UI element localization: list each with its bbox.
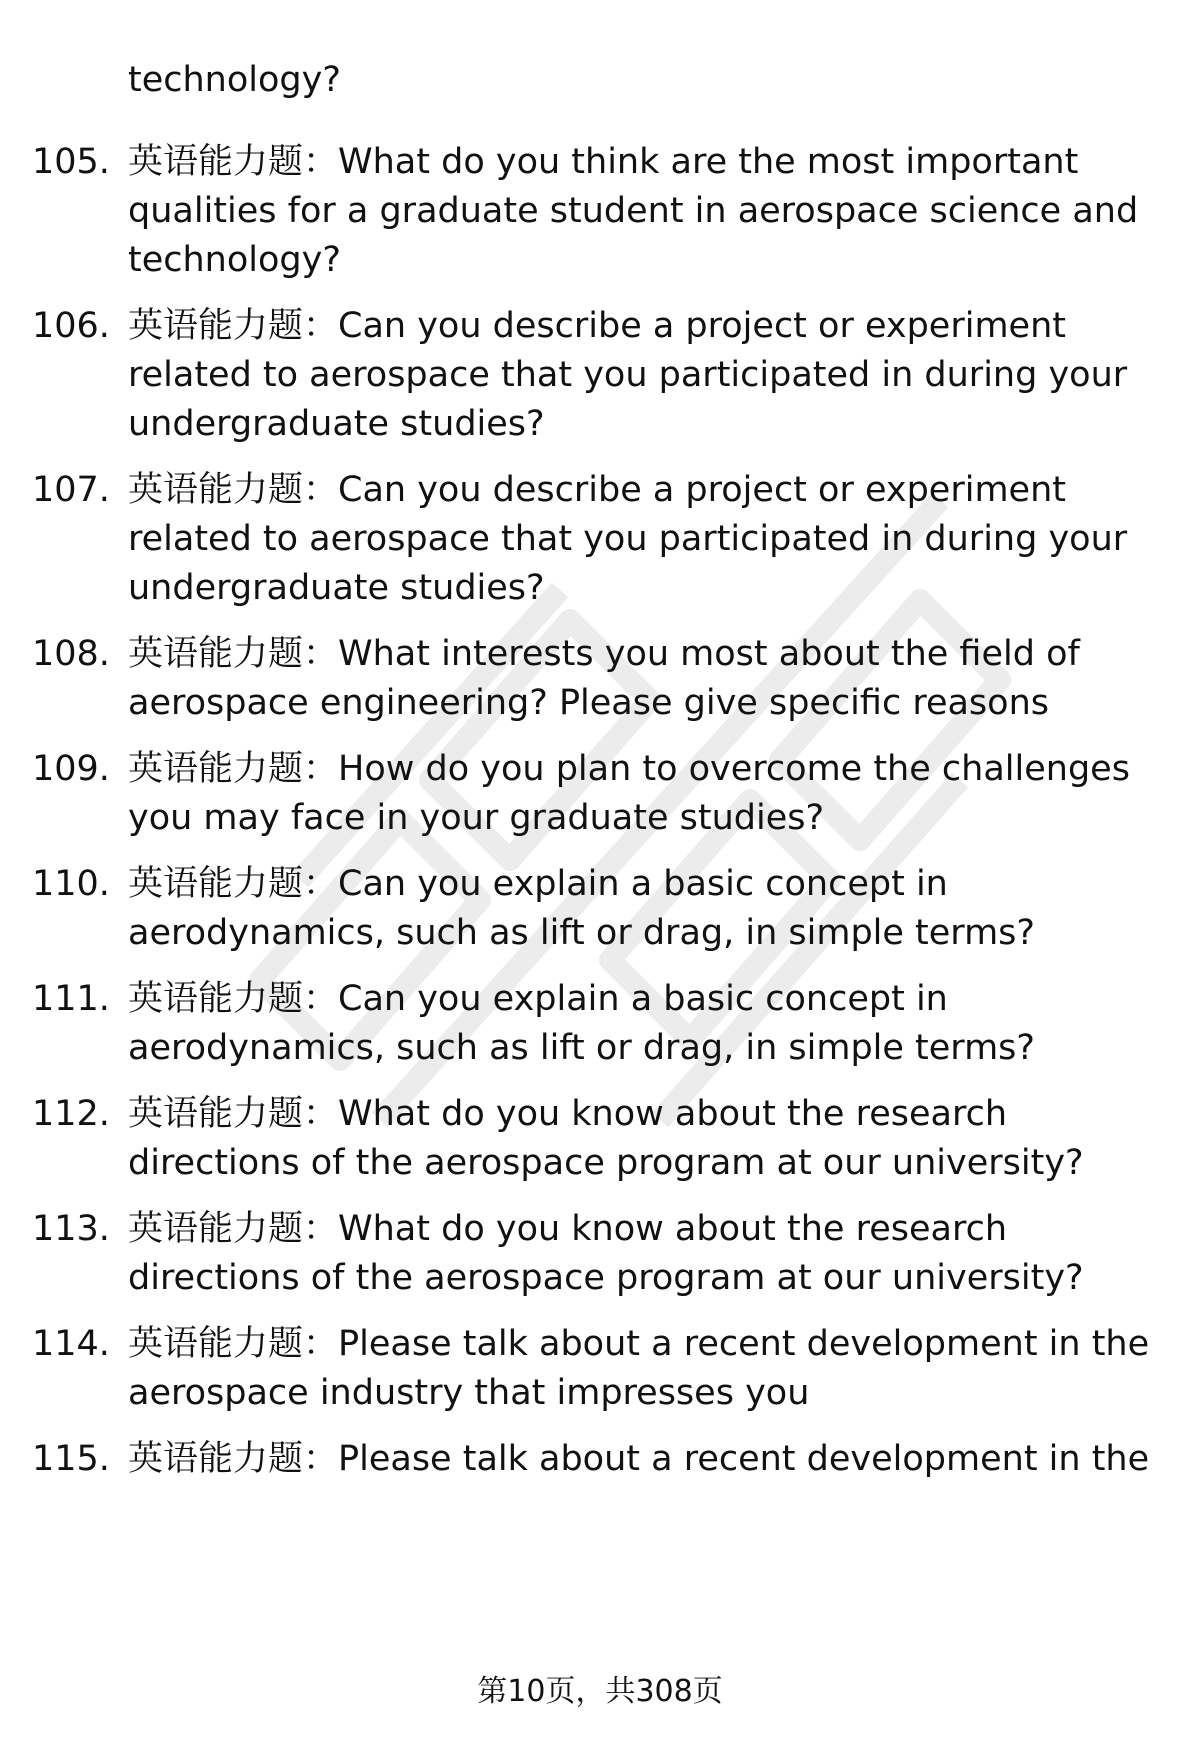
question-text: Can you describe a project or experiment related to aerospace that you participated in during your undergraduate studies? [128, 306, 1128, 444]
list-item [0, 630, 1200, 728]
question-number: 114. [32, 1324, 110, 1364]
list-item [0, 466, 1200, 613]
question-prefix: 英语能力题： [128, 864, 339, 904]
question-number: 110. [32, 864, 110, 904]
question-number: 105. [32, 142, 110, 182]
question-text: What do you think are the most important qualities for a graduate student in aerospace science and technology? [128, 142, 1139, 280]
continuation-text: technology? [128, 60, 341, 100]
list-item [0, 975, 1200, 1073]
question-number: 111. [32, 979, 110, 1019]
question-text: What do you know about the research directions of the aerospace program at our university? [128, 1094, 1084, 1183]
question-text: What do you know about the research directions of the aerospace program at our university? [128, 1209, 1084, 1298]
list-item [0, 1205, 1200, 1303]
question-prefix: 英语能力题： [128, 1324, 339, 1364]
question-text: How do you plan to overcome the challenges you may face in your graduate studies? [128, 749, 1130, 838]
question-number: 108. [32, 634, 110, 674]
question-text: Please talk about a recent development in the aerospace industry that impresses you [128, 1324, 1150, 1413]
question-number: 115. [32, 1439, 110, 1479]
list-item [0, 1090, 1200, 1188]
question-text: What interests you most about the field of aerospace engineering? Please give specific reasons [128, 634, 1080, 723]
question-prefix: 英语能力题： [128, 1209, 339, 1249]
question-prefix: 英语能力题： [128, 1439, 339, 1479]
question-number: 109. [32, 749, 110, 789]
page-footer: 第10页，共308页 [477, 1674, 723, 1709]
question-number: 112. [32, 1094, 110, 1134]
question-prefix: 英语能力题： [128, 634, 339, 674]
question-number: 107. [32, 470, 110, 510]
question-prefix: 英语能力题： [128, 979, 339, 1019]
question-prefix: 英语能力题： [128, 1094, 339, 1134]
question-prefix: 英语能力题： [128, 142, 339, 182]
question-number: 113. [32, 1209, 110, 1249]
list-item [0, 302, 1200, 449]
question-text: Please talk about a recent development in the [338, 1439, 1150, 1479]
list-item [0, 1320, 1200, 1418]
question-text: Can you explain a basic concept in aerodynamics, such as lift or drag, in simple terms? [128, 979, 1035, 1068]
question-prefix: 英语能力题： [128, 749, 339, 789]
list-item [0, 745, 1200, 843]
question-number: 106. [32, 306, 110, 346]
list-item [0, 860, 1200, 958]
question-prefix: 英语能力题： [128, 306, 339, 346]
question-text: Can you describe a project or experiment related to aerospace that you participated in during your undergraduate studies? [128, 470, 1128, 608]
list-item [0, 138, 1200, 285]
list-item [0, 1435, 1200, 1484]
question-text: Can you explain a basic concept in aerodynamics, such as lift or drag, in simple terms? [128, 864, 1035, 953]
question-prefix: 英语能力题： [128, 470, 339, 510]
question-list [0, 138, 1200, 1501]
